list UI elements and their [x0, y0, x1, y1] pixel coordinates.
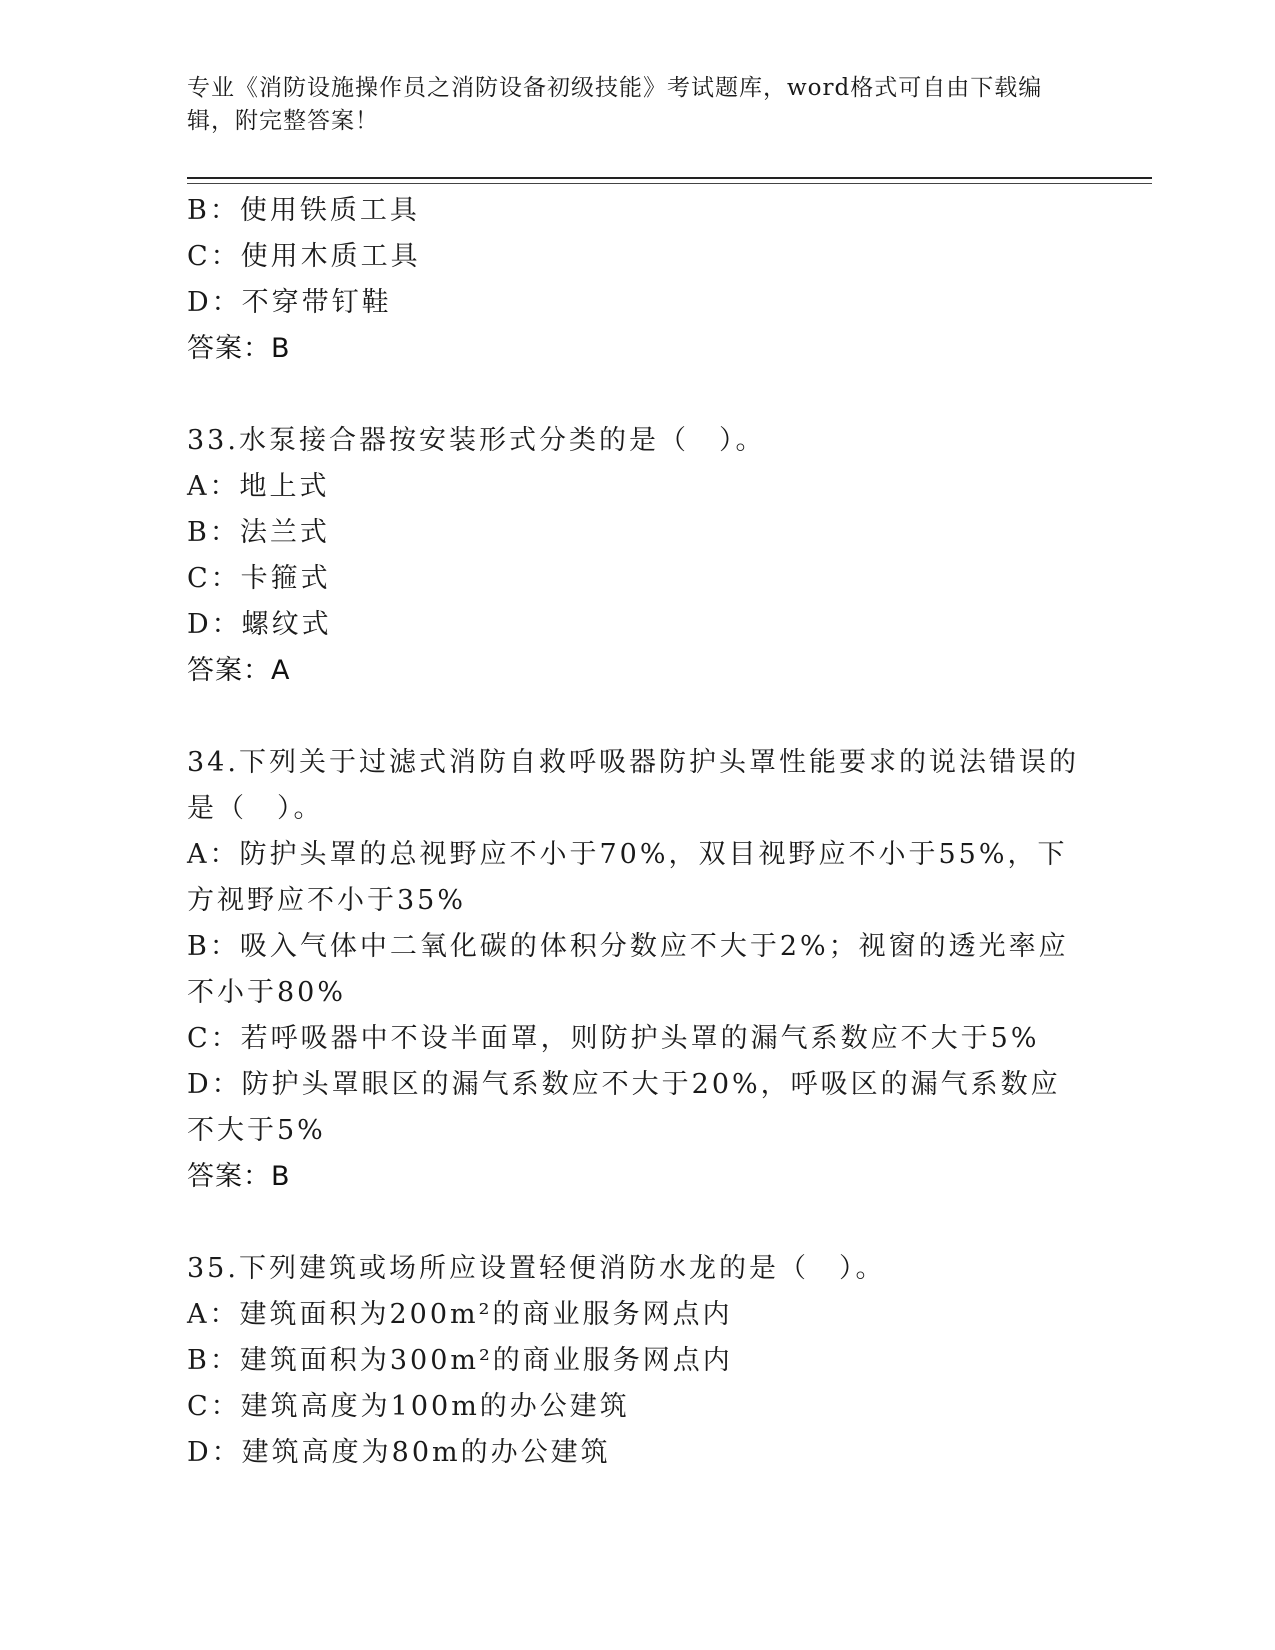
option-b: B：建筑面积为300m²的商业服务网点内 — [187, 1345, 733, 1376]
option-b: B：法兰式 — [187, 517, 330, 548]
question-list — [187, 188, 1087, 1476]
option-d: D：螺纹式 — [187, 609, 332, 640]
question-stem: 33.水泵接合器按安装形式分类的是（ ）。 — [187, 425, 766, 456]
option-a: A：地上式 — [187, 471, 330, 502]
prev-question-block — [187, 188, 1087, 372]
header-divider-thick — [187, 177, 1152, 179]
option-c: C：建筑高度为100m的办公建筑 — [187, 1391, 630, 1422]
page-header: 专业《消防设施操作员之消防设备初级技能》考试题库，word格式可自由下载编辑，附完整答案！ — [187, 75, 1043, 134]
spacer — [187, 1200, 1087, 1246]
option-d: D：建筑高度为80m的办公建筑 — [187, 1437, 611, 1468]
option-c: C：若呼吸器中不设半面罩，则防护头罩的漏气系数应不大于5% — [187, 1023, 1040, 1054]
question-stem: 35.下列建筑或场所应设置轻便消防水龙的是（ ）。 — [187, 1253, 886, 1284]
question-stem: 34.下列关于过滤式消防自救呼吸器防护头罩性能要求的说法错误的是（ ）。 — [187, 747, 1079, 824]
option-d: D：不穿带钉鞋 — [187, 287, 392, 318]
answer-line: 答案：B — [187, 1161, 291, 1192]
option-a: A：建筑面积为200m²的商业服务网点内 — [187, 1299, 733, 1330]
option-c: C：使用木质工具 — [187, 241, 421, 272]
spacer — [187, 694, 1087, 740]
option-c: C：卡箍式 — [187, 563, 331, 594]
option-b: B：使用铁质工具 — [187, 195, 420, 226]
option-d: D：防护头罩眼区的漏气系数应不大于20%，呼吸区的漏气系数应不大于5% — [187, 1069, 1061, 1146]
option-b: B：吸入气体中二氧化碳的体积分数应不大于2%；视窗的透光率应不小于80% — [187, 931, 1069, 1008]
answer-line: 答案：B — [187, 333, 291, 364]
question-34-block — [187, 740, 1087, 1200]
question-35-block — [187, 1246, 1087, 1476]
option-a: A：防护头罩的总视野应不小于70%，双目视野应不小于55%，下方视野应不小于35% — [187, 839, 1068, 916]
answer-line: 答案：A — [187, 655, 291, 686]
header-divider-thin — [187, 183, 1152, 184]
spacer — [187, 372, 1087, 418]
question-33-block — [187, 418, 1087, 694]
